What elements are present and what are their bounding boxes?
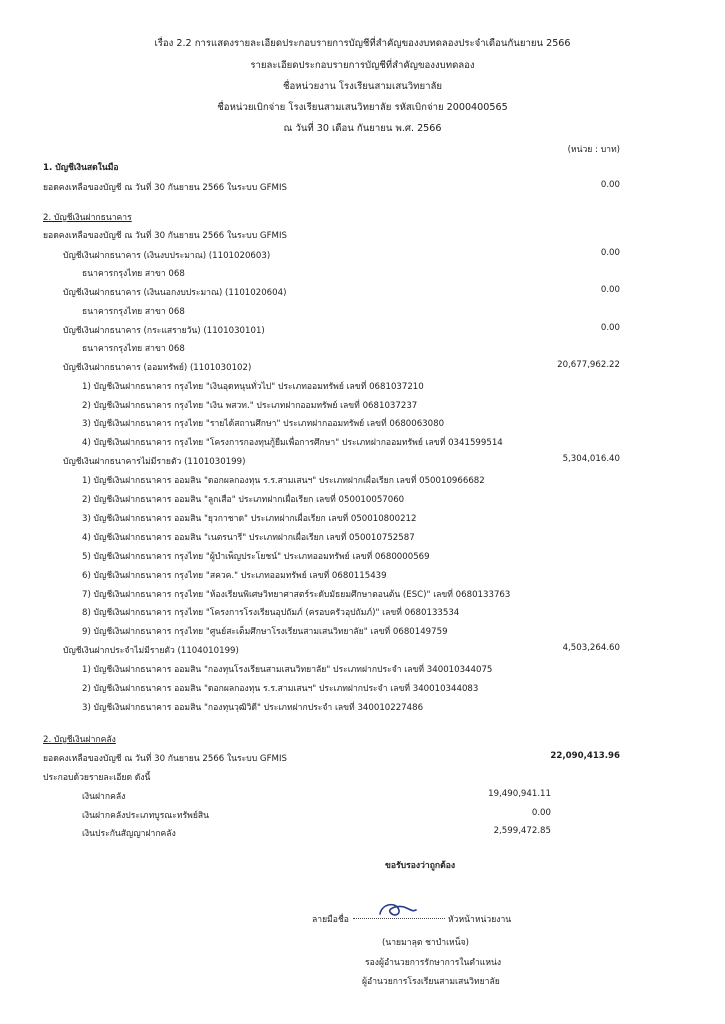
treasury-row-label: เงินประกันสัญญาฝากคลัง — [82, 829, 176, 839]
account-nonbudget-bank: ธนาคารกรุงไทย สาขา 068 — [82, 307, 185, 317]
signature-suffix: หัวหน้าหน่วยงาน — [448, 915, 512, 925]
list-item: 4) บัญชีเงินฝากธนาคาร ออมสิน "เนตรนารี" ประเภทฝากเผื่อเรียก เลขที่ 050010752587 — [82, 533, 415, 543]
section-treasury-title: 2. บัญชีเงินฝากคลัง — [43, 735, 116, 745]
treasury-row-value: 0.00 — [531, 808, 551, 818]
list-item: 1) บัญชีเงินฝากธนาคาร ออมสิน "กองทุนโรงเรียนสามเสนวิทยาลัย" ประเภทฝากประจำ เลขที่ 340010344075 — [82, 665, 493, 675]
section-cash-balance-label: ยอดคงเหลือของบัญชี ณ วันที่ 30 กันยายน 2566 ในระบบ GFMIS — [43, 183, 287, 193]
section-cash-title: 1. บัญชีเงินสดในมือ — [43, 163, 119, 173]
section-cash-balance-value: 0.00 — [600, 180, 620, 190]
list-item: 3) บัญชีเงินฝากธนาคาร ออมสิน "ยุวกาชาด" ประเภทฝากเผื่อเรียก เลขที่ 050010800212 — [82, 514, 417, 524]
unit-label: (หน่วย : บาท) — [567, 145, 620, 155]
account-nonbudget-label: บัญชีเงินฝากธนาคาร (เงินนอกงบประมาณ) (1101020604) — [63, 288, 287, 298]
section-bank-balance-label: ยอดคงเหลือของบัญชี ณ วันที่ 30 กันยายน 2566 ในระบบ GFMIS — [43, 231, 287, 241]
list-item: 9) บัญชีเงินฝากธนาคาร กรุงไทย "ศูนย์สะเต็มศึกษาโรงเรียนสามเสนวิทยาลัย" เลขที่ 0680149759 — [82, 627, 448, 637]
account-fixed-value: 4,503,264.60 — [562, 643, 620, 653]
list-item: 6) บัญชีเงินฝากธนาคาร กรุงไทย "สควค." ประเภทออมทรัพย์ เลขที่ 0680115439 — [82, 571, 387, 581]
section-bank-title: 2. บัญชีเงินฝากธนาคาร — [43, 213, 132, 223]
disbursing-unit: ชื่อหน่วยเบิกจ่าย โรงเรียนสามเสนวิทยาลัย รหัสเบิกจ่าย 2000400565 — [217, 102, 508, 113]
list-item: 2) บัญชีเงินฝากธนาคาร ออมสิน "ดอกผลกองทุน ร.ร.สามเสนฯ" ประเภทฝากประจำ เลขที่ 340010344083 — [82, 684, 479, 694]
signer-name: (นายมาลุต ชาบำเหน็จ) — [382, 938, 469, 948]
as-of-date: ณ วันที่ 30 เดือน กันยายน พ.ศ. 2566 — [283, 123, 442, 134]
account-noindividual-label: บัญชีเงินฝากธนาคารไม่มีรายตัว (1101030199) — [63, 457, 246, 467]
signer-position-1: รองผู้อำนวยการรักษาการในตำแหน่ง — [365, 958, 502, 968]
list-item: 7) บัญชีเงินฝากธนาคาร กรุงไทย "ห้องเรียนพิเศษวิทยาศาสตร์ระดับมัธยมศึกษาตอนต้น (ESC)" เลขที่ 0680133763 — [82, 590, 511, 600]
list-item: 8) บัญชีเงินฝากธนาคาร กรุงไทย "โครงการโรงเรียนอุปถัมภ์ (ครอบครัวอุปถัมภ์)" เลขที่ 0680133534 — [82, 608, 460, 618]
list-item: 1) บัญชีเงินฝากธนาคาร กรุงไทย "เงินอุดหนุนทั่วไป" ประเภทออมทรัพย์ เลขที่ 0681037210 — [82, 382, 424, 392]
doc-subtitle: รายละเอียดประกอบรายการบัญชีที่สำคัญของงบทดลอง — [250, 60, 475, 71]
account-savings-label: บัญชีเงินฝากธนาคาร (ออมทรัพย์) (1101030102) — [63, 363, 252, 373]
list-item: 5) บัญชีเงินฝากธนาคาร กรุงไทย "ผู้บำเพ็ญประโยชน์" ประเภทออมทรัพย์ เลขที่ 0680000569 — [82, 552, 430, 562]
list-item: 2) บัญชีเงินฝากธนาคาร กรุงไทย "เงิน พสวท." ประเภทฝากออมทรัพย์ เลขที่ 0681037237 — [82, 401, 418, 411]
treasury-row-label: เงินฝากคลังประเภทบูรณะทรัพย์สิน — [82, 811, 209, 821]
account-current-label: บัญชีเงินฝากธนาคาร (กระแสรายวัน) (1101030101) — [63, 326, 265, 336]
account-savings-value: 20,677,962.22 — [557, 360, 620, 370]
section-treasury-balance-label: ยอดคงเหลือของบัญชี ณ วันที่ 30 กันยายน 2566 ในระบบ GFMIS — [43, 754, 287, 764]
account-current-value: 0.00 — [600, 323, 620, 333]
account-nonbudget-value: 0.00 — [600, 285, 620, 295]
signature-mark-icon — [372, 900, 422, 920]
account-current-bank: ธนาคารกรุงไทย สาขา 068 — [82, 344, 185, 354]
list-item: 2) บัญชีเงินฝากธนาคาร ออมสิน "ลูกเสือ" ประเภทฝากเผื่อเรียก เลขที่ 050010057060 — [82, 495, 405, 505]
agency-name: ชื่อหน่วยงาน โรงเรียนสามเสนวิทยาลัย — [283, 81, 442, 92]
doc-title: เรื่อง 2.2 การแสดงรายละเอียดประกอบรายการบัญชีที่สำคัญของงบทดลองประจำเดือนกันยายน 2566 — [154, 38, 571, 49]
signature-prefix: ลายมือชื่อ — [312, 915, 349, 925]
section-treasury-balance-value: 22,090,413.96 — [550, 751, 620, 761]
section-treasury-detail-label: ประกอบด้วยรายละเอียด ดังนี้ — [43, 773, 151, 783]
list-item: 1) บัญชีเงินฝากธนาคาร ออมสิน "ดอกผลกองทุน ร.ร.สามเสนฯ" ประเภทฝากเผื่อเรียก เลขที่ 050010966682 — [82, 476, 485, 486]
certification-text: ขอรับรองว่าถูกต้อง — [385, 861, 456, 871]
treasury-row-value: 2,599,472.85 — [493, 826, 551, 836]
list-item: 3) บัญชีเงินฝากธนาคาร ออมสิน "กองทุนวุฒิวิดี" ประเภทฝากประจำ เลขที่ 340010227486 — [82, 703, 424, 713]
list-item: 3) บัญชีเงินฝากธนาคาร กรุงไทย "รายได้สถานศึกษา" ประเภทฝากออมทรัพย์ เลขที่ 0680063080 — [82, 419, 445, 429]
signer-position-2: ผู้อำนวยการโรงเรียนสามเสนวิทยาลัย — [362, 977, 500, 987]
treasury-row-label: เงินฝากคลัง — [82, 792, 126, 802]
account-fixed-label: บัญชีเงินฝากประจำไม่มีรายตัว (1104010199) — [63, 646, 239, 656]
account-budget-bank: ธนาคารกรุงไทย สาขา 068 — [82, 269, 185, 279]
treasury-row-value: 19,490,941.11 — [488, 789, 551, 799]
list-item: 4) บัญชีเงินฝากธนาคาร กรุงไทย "โครงการกองทุนกู้ยืมเพื่อการศึกษา" ประเภทฝากออมทรัพย์ เลขที่ 0341599514 — [82, 438, 503, 448]
account-budget-value: 0.00 — [600, 248, 620, 258]
account-noindividual-value: 5,304,016.40 — [562, 454, 620, 464]
account-budget-label: บัญชีเงินฝากธนาคาร (เงินงบประมาณ) (1101020603) — [63, 251, 271, 261]
